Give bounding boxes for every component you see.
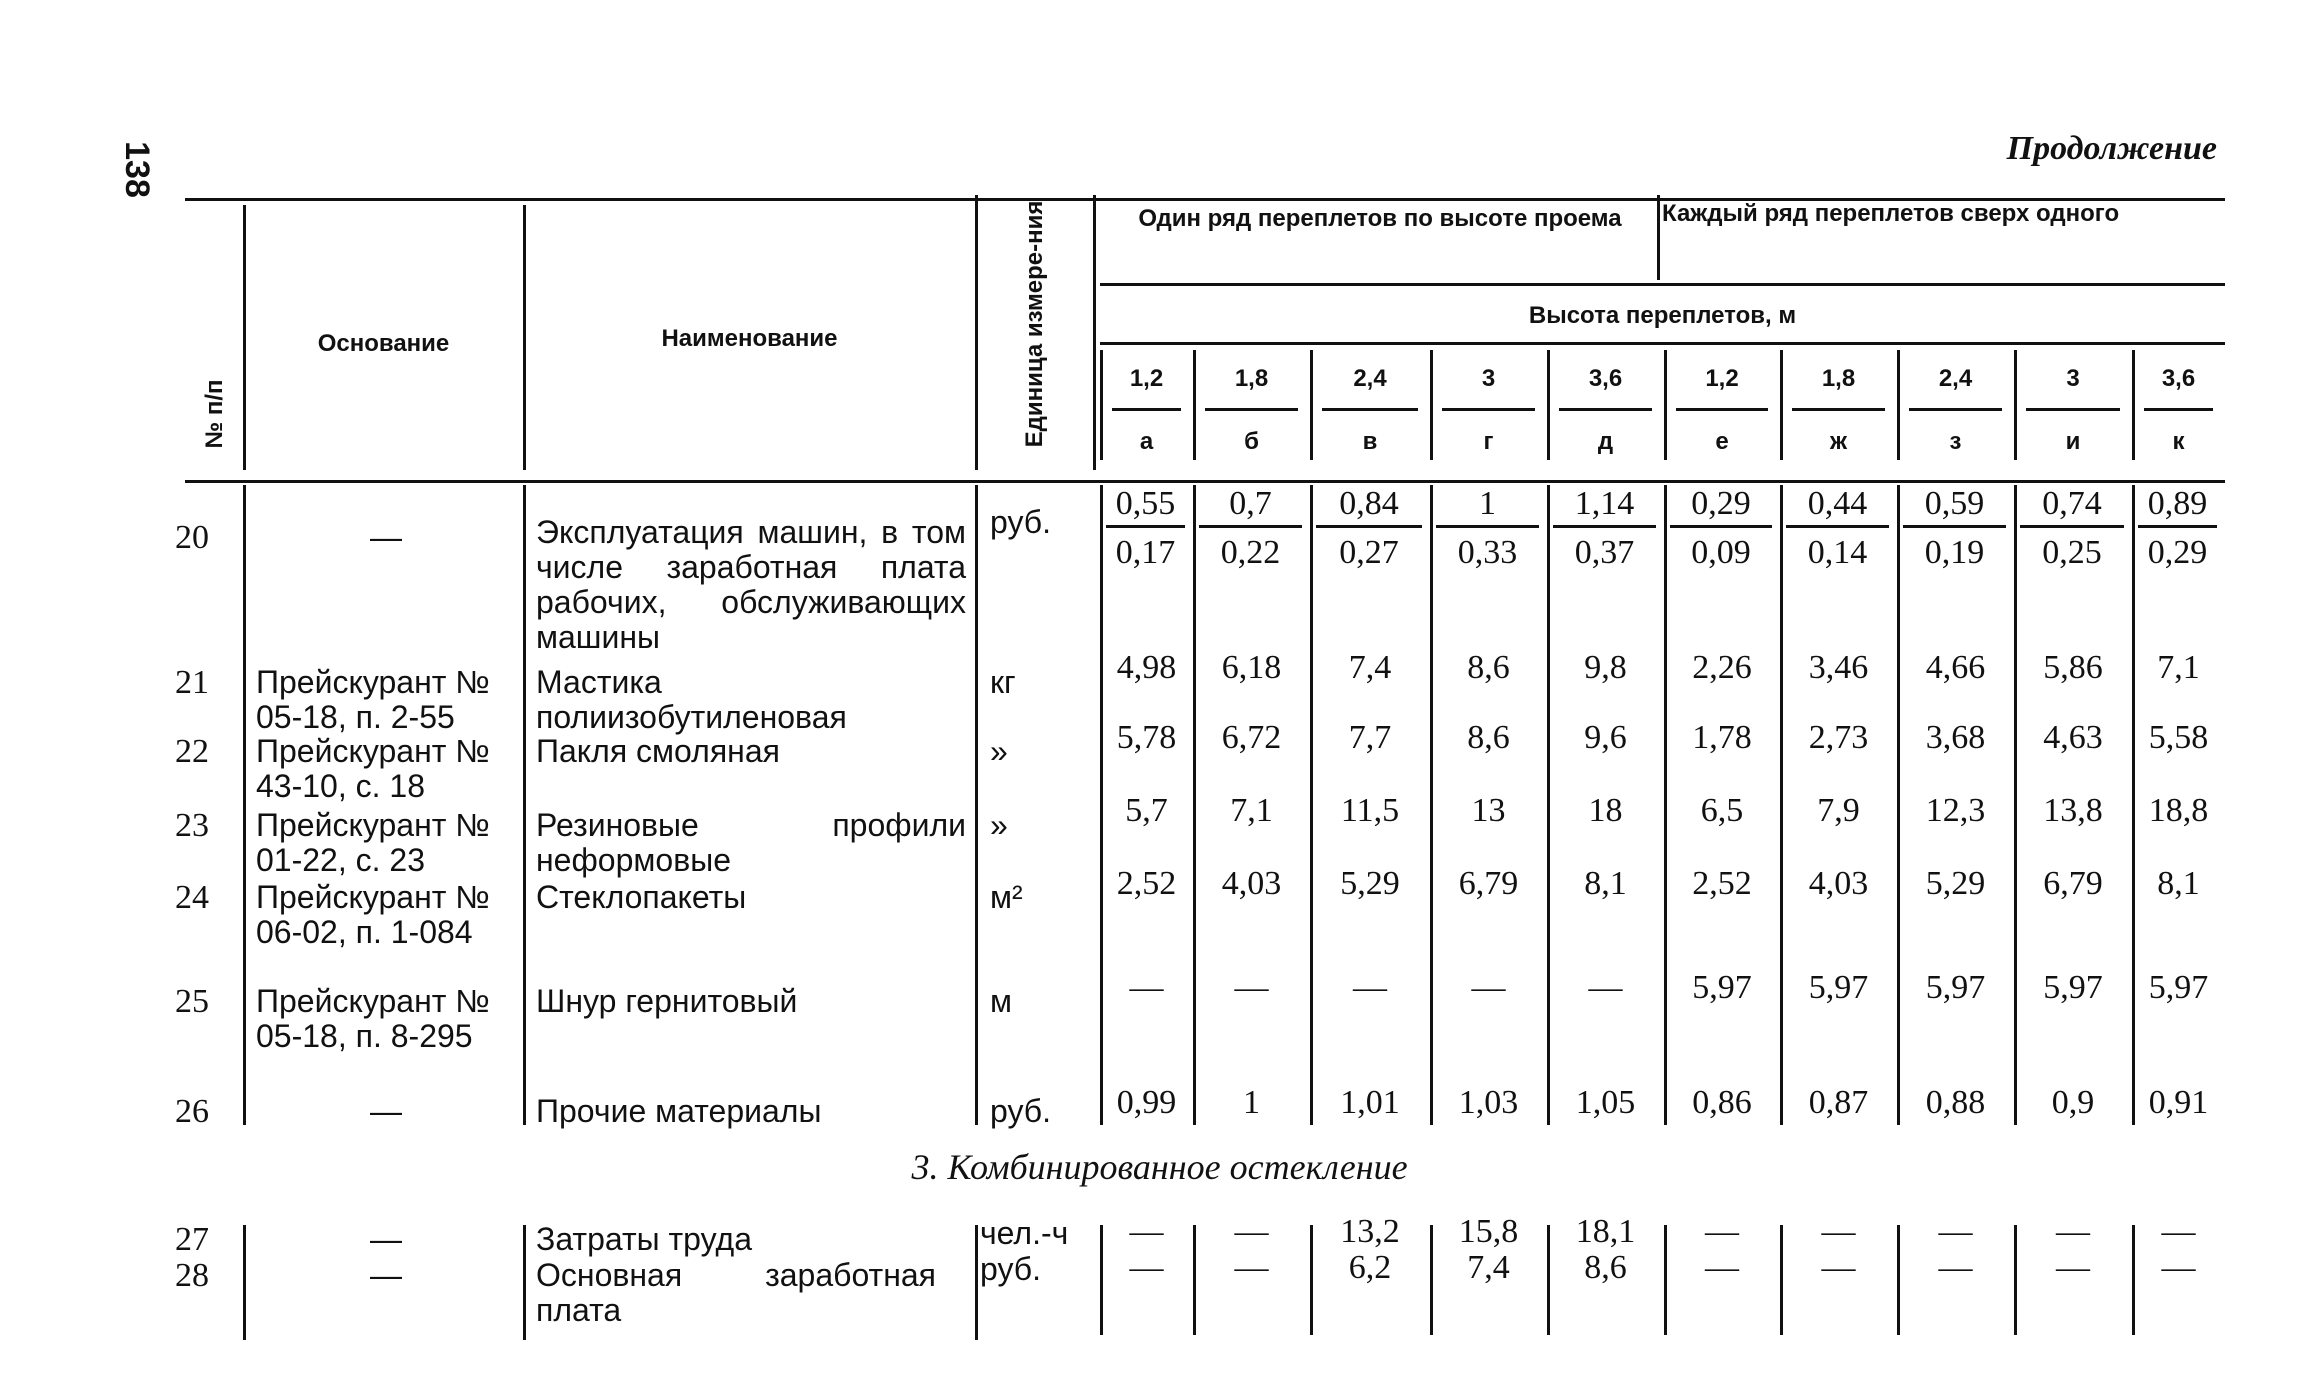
- header-group1: Один ряд переплетов по высоте проема: [1138, 205, 1622, 232]
- row-base: Прейскурант № 05-18, п. 8-295: [256, 983, 490, 1054]
- letter-label: а: [1139, 428, 1154, 455]
- height-underline: [1676, 408, 1768, 411]
- cell-value: 5,58: [2148, 719, 2209, 756]
- letter-label: в: [1362, 428, 1378, 455]
- section-value-rule: [1193, 1225, 1196, 1335]
- cell-value: 13: [1471, 792, 1506, 829]
- height-underline: [2026, 408, 2120, 411]
- cell-value: 7,7: [1348, 719, 1392, 756]
- letter-label: д: [1597, 428, 1614, 455]
- cell-value: 8,6: [1584, 1249, 1627, 1286]
- row-base: —: [370, 519, 402, 555]
- fraction-bottom: 0,33: [1457, 534, 1518, 571]
- cell-value: 11,5: [1340, 792, 1400, 829]
- cell-value: 9,8: [1584, 649, 1627, 686]
- row-number: 26: [175, 1093, 209, 1130]
- row-base: Прейскурант № 06-02, п. 1-084: [256, 879, 490, 950]
- section-value-rule: [2014, 1225, 2017, 1335]
- height-underline: [1322, 408, 1418, 411]
- fraction-value: [1670, 485, 1772, 572]
- cell-value: 2,73: [1808, 719, 1869, 756]
- cell-value: 5,97: [1925, 969, 1986, 1006]
- cell-value: 0,9: [2051, 1084, 2095, 1121]
- cell-value: 0,99: [1116, 1084, 1177, 1121]
- row-base: Прейскурант № 43-10, с. 18: [256, 733, 490, 804]
- cell-value: 5,97: [1808, 969, 1869, 1006]
- height-label: 1,8: [1821, 365, 1856, 392]
- row-number: 22: [175, 733, 209, 770]
- cell-value: 8,1: [1584, 865, 1627, 902]
- cell-value: 13,2: [1340, 1213, 1400, 1250]
- letter-label: и: [2065, 428, 2081, 455]
- cell-value: 0,87: [1808, 1084, 1869, 1121]
- row-unit: чел.-ч: [980, 1215, 1069, 1251]
- cell-value: —: [2056, 1213, 2090, 1250]
- cell-value: 2,52: [1692, 865, 1752, 902]
- value-rule: [2132, 485, 2135, 1125]
- row-unit: кг: [990, 664, 1016, 700]
- fraction-bottom: 0,17: [1115, 534, 1176, 571]
- section-title: 3. Комбинированное остекление: [911, 1147, 1408, 1187]
- header-unit: Единица измере-ния: [1021, 200, 1048, 448]
- col-rule: [1310, 350, 1313, 460]
- fraction-top: 0,84: [1316, 485, 1422, 528]
- cell-value: 2,26: [1692, 649, 1752, 686]
- cell-value: 6,79: [2043, 865, 2103, 902]
- cell-value: 5,78: [1116, 719, 1177, 756]
- row-name: Затраты труда: [536, 1221, 753, 1257]
- col-rule: [1193, 350, 1196, 460]
- vline-3: [975, 195, 978, 470]
- row-number: 28: [175, 1257, 209, 1294]
- fraction-top: 1,14: [1553, 485, 1656, 528]
- cell-value: 5,97: [2043, 969, 2103, 1006]
- cell-value: —: [1234, 969, 1269, 1006]
- letter-label: к: [2172, 428, 2185, 455]
- cell-value: 5,29: [1340, 865, 1400, 902]
- height-label: 2,4: [1938, 365, 1973, 392]
- cell-value: 6,2: [1348, 1249, 1392, 1286]
- cell-value: 8,6: [1467, 719, 1510, 756]
- cell-value: —: [1129, 1213, 1164, 1250]
- col-rule: [1664, 350, 1667, 460]
- fraction-bottom: 0,25: [2042, 534, 2102, 571]
- cell-value: —: [1821, 1249, 1856, 1286]
- cell-value: 8,1: [2157, 865, 2200, 902]
- height-label: 3: [2066, 365, 2080, 392]
- cell-value: 3,46: [1808, 649, 1869, 686]
- fraction-value: [1903, 485, 2006, 572]
- height-label: 1,8: [1234, 365, 1269, 392]
- cell-value: 9,6: [1584, 719, 1627, 756]
- height-label: 1,2: [1129, 365, 1164, 392]
- header-no: № п/п: [201, 379, 228, 449]
- body-rule: [523, 485, 526, 1125]
- row-unit: »: [990, 733, 1008, 769]
- cell-value: —: [2161, 1213, 2196, 1250]
- cell-value: 7,4: [1348, 649, 1392, 686]
- height-underline: [1442, 408, 1535, 411]
- fraction-top: 0,7: [1199, 485, 1302, 528]
- cell-value: 5,97: [2148, 969, 2209, 1006]
- cell-value: 13,8: [2043, 792, 2103, 829]
- row-number: 24: [175, 879, 209, 916]
- row-name: Прочие материалы: [536, 1093, 822, 1129]
- value-rule: [1664, 485, 1667, 1125]
- cell-value: 4,63: [2043, 719, 2103, 756]
- header-heights-title: Высота переплетов, м: [1528, 302, 1797, 329]
- cell-value: —: [1353, 969, 1387, 1006]
- cell-value: 1,05: [1575, 1084, 1636, 1121]
- col-rule: [1100, 350, 1103, 460]
- heights-rule: [1100, 342, 2225, 345]
- body-rule: [243, 485, 246, 1125]
- fraction-top: 0,59: [1903, 485, 2006, 528]
- value-rule: [1100, 485, 1103, 1125]
- fraction-value: [1553, 485, 1656, 572]
- fraction-top: 0,74: [2020, 485, 2124, 528]
- cell-value: 18: [1588, 792, 1623, 829]
- row-base: —: [370, 1093, 402, 1129]
- fraction-top: 0,44: [1786, 485, 1889, 528]
- cell-value: 5,97: [1692, 969, 1752, 1006]
- page-number: 138: [117, 141, 156, 198]
- section-value-rule: [1430, 1225, 1433, 1335]
- cell-value: 18,8: [2148, 792, 2209, 829]
- value-rule: [1193, 485, 1196, 1125]
- cell-value: 5,86: [2043, 649, 2103, 686]
- cell-value: 1,78: [1692, 719, 1752, 756]
- fraction-value: [1316, 485, 1422, 572]
- cell-value: 5,29: [1925, 865, 1986, 902]
- cell-value: —: [1234, 1213, 1269, 1250]
- height-underline: [2144, 408, 2213, 411]
- row-number: 27: [175, 1221, 209, 1258]
- col-rule: [1780, 350, 1783, 460]
- row-unit: руб.: [990, 504, 1052, 540]
- row-name: Мастика полиизобутиленовая: [536, 664, 847, 735]
- col-rule: [1547, 350, 1550, 460]
- cell-value: —: [2161, 1249, 2196, 1286]
- section-rule: [975, 1225, 978, 1340]
- cell-value: 1,03: [1458, 1084, 1519, 1121]
- cell-value: —: [1129, 969, 1164, 1006]
- cell-value: 5,7: [1125, 792, 1168, 829]
- cell-value: 2,52: [1116, 865, 1177, 902]
- header-name: Наименование: [661, 325, 838, 352]
- col-rule: [2132, 350, 2135, 460]
- cell-value: 4,66: [1925, 649, 1986, 686]
- fraction-value: [1786, 485, 1889, 572]
- section-rule: [243, 1225, 246, 1340]
- cell-value: 6,79: [1458, 865, 1519, 902]
- height-underline: [1792, 408, 1885, 411]
- height-label: 3: [1481, 365, 1496, 392]
- height-label: 3,6: [2161, 365, 2196, 392]
- height-label: 3,6: [1588, 365, 1623, 392]
- fraction-bottom: 0,22: [1220, 534, 1281, 571]
- fraction-top: 0,29: [1670, 485, 1772, 528]
- row-base: —: [370, 1257, 402, 1293]
- cell-value: 12,3: [1925, 792, 1986, 829]
- row-name: Основная заработная плата: [536, 1257, 936, 1328]
- fraction-top: 1: [1436, 485, 1539, 528]
- fraction-bottom: 0,14: [1807, 534, 1868, 571]
- cell-value: 6,5: [1700, 792, 1744, 829]
- cell-value: —: [1588, 969, 1623, 1006]
- height-underline: [1559, 408, 1652, 411]
- vline-4: [1093, 195, 1096, 470]
- cell-value: 7,1: [1230, 792, 1273, 829]
- row-number: 23: [175, 807, 209, 844]
- letter-label: ж: [1829, 428, 1847, 455]
- row-name: Резиновые профили неформовые: [536, 807, 966, 878]
- height-underline: [1112, 408, 1181, 411]
- cell-value: —: [1821, 1213, 1856, 1250]
- fraction-value: [1106, 485, 1185, 572]
- value-rule: [1430, 485, 1433, 1125]
- body-rule: [975, 485, 978, 1125]
- fraction-top: 0,89: [2138, 485, 2217, 528]
- section-value-rule: [1780, 1225, 1783, 1335]
- cell-value: 0,86: [1692, 1084, 1752, 1121]
- value-rule: [1310, 485, 1313, 1125]
- cell-value: 8,6: [1467, 649, 1510, 686]
- fraction-value: [2138, 485, 2217, 572]
- col-rule: [1897, 350, 1900, 460]
- height-label: 2,4: [1353, 365, 1387, 392]
- row-base: Прейскурант № 01-22, с. 23: [256, 807, 490, 878]
- cell-value: 4,03: [1808, 865, 1869, 902]
- continuation-label: Продолжение: [2006, 130, 2217, 167]
- fraction-bottom: 0,09: [1691, 534, 1751, 571]
- fraction-bottom: 0,19: [1924, 534, 1985, 571]
- cell-value: 18,1: [1575, 1213, 1636, 1250]
- cell-value: 4,03: [1221, 865, 1282, 902]
- row-base: —: [370, 1221, 402, 1257]
- cell-value: 3,68: [1925, 719, 1986, 756]
- row-unit: »: [990, 807, 1008, 843]
- col-rule: [2014, 350, 2017, 460]
- section-value-rule: [1100, 1225, 1103, 1335]
- header-group2: Каждый ряд переплетов сверх одного: [1662, 200, 2120, 227]
- cell-value: —: [2056, 1249, 2090, 1286]
- fraction-value: [1199, 485, 1302, 572]
- row-base: Прейскурант № 05-18, п. 2-55: [256, 664, 490, 735]
- cell-value: —: [1234, 1249, 1269, 1286]
- fraction-top: 0,55: [1106, 485, 1185, 528]
- value-rule: [1897, 485, 1900, 1125]
- cell-value: 1,01: [1340, 1084, 1400, 1121]
- cell-value: 0,91: [2148, 1084, 2209, 1121]
- header-base: Основание: [317, 330, 450, 357]
- group-rule: [1100, 283, 2225, 286]
- cell-value: —: [1938, 1213, 1973, 1250]
- fraction-bottom: 0,27: [1339, 534, 1399, 571]
- col-rule: [1430, 350, 1433, 460]
- cell-value: 7,1: [2157, 649, 2200, 686]
- section-value-rule: [1547, 1225, 1550, 1335]
- cell-value: 7,9: [1817, 792, 1860, 829]
- section-value-rule: [2132, 1225, 2135, 1335]
- row-name: Стеклопакеты: [536, 879, 747, 915]
- letter-label: б: [1244, 428, 1259, 455]
- row-unit: руб.: [980, 1251, 1042, 1287]
- fraction-bottom: 0,37: [1574, 534, 1635, 571]
- height-underline: [1909, 408, 2002, 411]
- cell-value: 6,18: [1221, 649, 1282, 686]
- fraction-bottom: 0,29: [2147, 534, 2208, 571]
- header-bottom-rule: [185, 480, 2225, 483]
- fraction-value: [2020, 485, 2124, 572]
- value-rule: [1780, 485, 1783, 1125]
- row-name: Пакля смоляная: [536, 733, 780, 769]
- section-value-rule: [1664, 1225, 1667, 1335]
- cell-value: —: [1471, 969, 1506, 1006]
- value-rule: [1547, 485, 1550, 1125]
- row-unit: м²: [990, 879, 1023, 915]
- height-label: 1,2: [1705, 365, 1739, 392]
- row-number: 21: [175, 664, 209, 701]
- section-value-rule: [1897, 1225, 1900, 1335]
- row-unit: м: [990, 983, 1012, 1019]
- cell-value: 15,8: [1458, 1213, 1519, 1250]
- row-unit: руб.: [990, 1093, 1052, 1129]
- cell-value: —: [1938, 1249, 1973, 1286]
- row-name: Шнур гернитовый: [536, 983, 798, 1019]
- cell-value: —: [1129, 1249, 1164, 1286]
- cell-value: 6,72: [1221, 719, 1282, 756]
- cell-value: 1: [1243, 1084, 1260, 1121]
- cell-value: —: [1705, 1213, 1739, 1250]
- section-rule: [523, 1225, 526, 1340]
- row-number: 25: [175, 983, 209, 1020]
- section-value-rule: [1310, 1225, 1313, 1335]
- letter-label: е: [1715, 428, 1729, 455]
- value-rule: [2014, 485, 2017, 1125]
- fraction-value: [1436, 485, 1539, 572]
- cell-value: —: [1705, 1249, 1739, 1286]
- cell-value: 0,88: [1925, 1084, 1986, 1121]
- vline-group-split: [1657, 195, 1660, 280]
- height-underline: [1205, 408, 1298, 411]
- letter-label: г: [1483, 428, 1494, 455]
- row-number: 20: [175, 519, 209, 556]
- row-name: Эксплуатация машин, в том числе заработная плата рабочих, обслуживающих машины: [536, 514, 966, 655]
- letter-label: з: [1949, 428, 1962, 455]
- cell-value: 7,4: [1467, 1249, 1510, 1286]
- cell-value: 4,98: [1116, 649, 1177, 686]
